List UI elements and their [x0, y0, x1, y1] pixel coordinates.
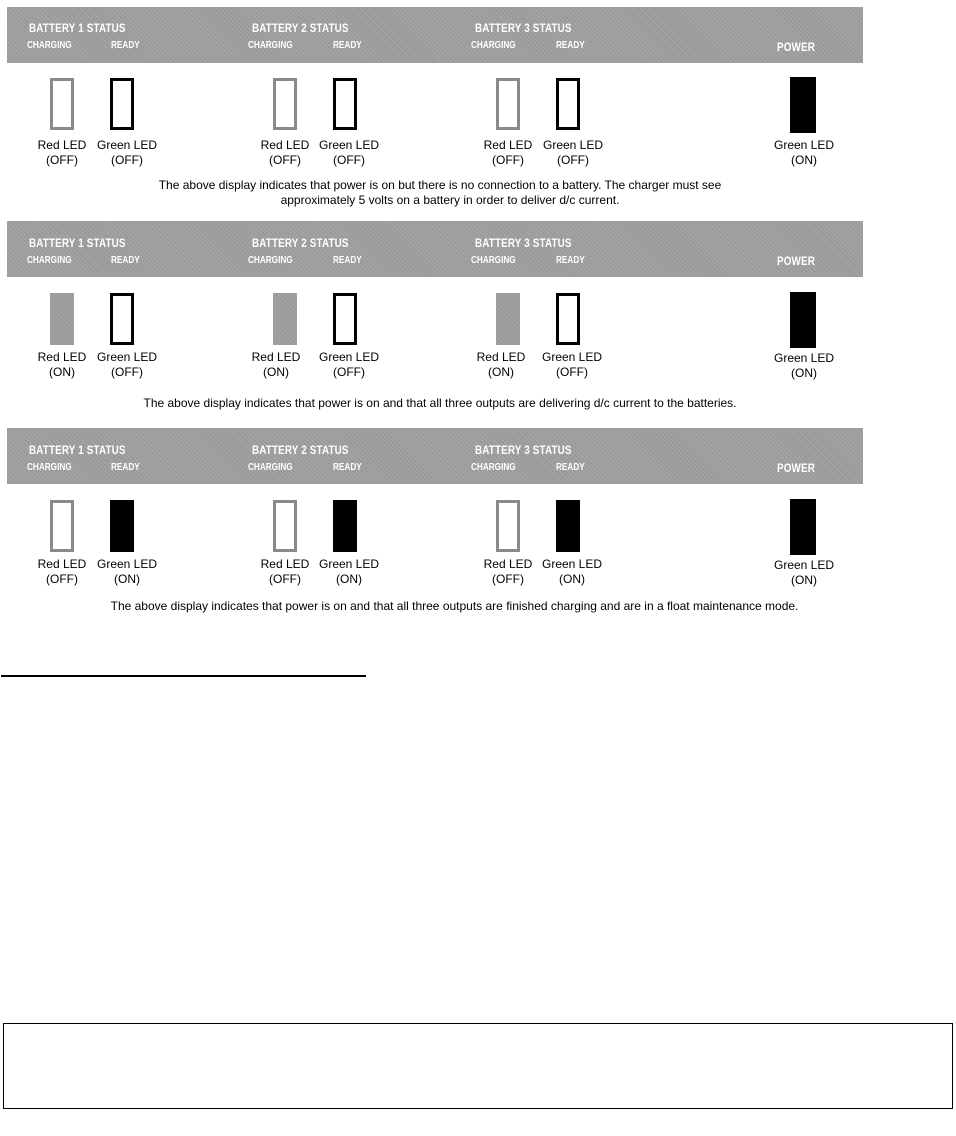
led-name: Red LED [37, 350, 87, 364]
battery-1-ready-label: READY [111, 255, 140, 266]
led-state: (ON) [336, 572, 362, 586]
led-state: (OFF) [111, 153, 143, 167]
battery-2-green-led [333, 500, 357, 552]
battery-2-green-led [333, 293, 357, 345]
battery-1-status-title: BATTERY 1 STATUS [29, 21, 126, 35]
power-led-caption [759, 138, 849, 168]
note-box [3, 1023, 953, 1109]
led-name: Green LED [96, 138, 158, 152]
battery-2-green-led-caption [304, 350, 394, 380]
battery-1-green-led [110, 293, 134, 345]
led-state: (OFF) [333, 365, 365, 379]
battery-3-charging-label: CHARGING [471, 40, 516, 51]
battery-1-green-led-caption [82, 138, 172, 168]
power-title: POWER [777, 461, 816, 475]
led-state: (OFF) [269, 153, 301, 167]
battery-2-charging-label: CHARGING [248, 462, 293, 473]
led-panel-1 [0, 7, 956, 207]
battery-3-red-led [496, 78, 520, 130]
battery-2-ready-label: READY [333, 255, 362, 266]
led-state: (ON) [559, 572, 585, 586]
battery-1-red-led [50, 78, 74, 130]
battery-1-green-led [110, 500, 134, 552]
led-state: (OFF) [557, 153, 589, 167]
battery-3-green-led-caption [528, 138, 618, 168]
battery-3-ready-label: READY [556, 40, 585, 51]
battery-2-red-led [273, 293, 297, 345]
led-state: (OFF) [46, 153, 78, 167]
battery-1-charging-label: CHARGING [27, 462, 72, 473]
led-name: Green LED [96, 557, 158, 571]
battery-2-red-led [273, 78, 297, 130]
led-state: (OFF) [556, 365, 588, 379]
led-panel-3 [0, 428, 956, 628]
led-state: (ON) [263, 365, 289, 379]
battery-2-ready-label: READY [333, 40, 362, 51]
battery-1-ready-label: READY [111, 40, 140, 51]
led-state: (ON) [791, 573, 817, 587]
battery-3-green-led-caption [527, 557, 617, 587]
description-line-1: The above display indicates that power is on and that all three outputs are finished charging and are in a float maintenance mode. [110, 599, 799, 613]
power-green-led [790, 77, 816, 133]
led-name: Red LED [260, 138, 310, 152]
battery-2-charging-label: CHARGING [248, 255, 293, 266]
section-divider-rule [1, 675, 366, 677]
battery-3-red-led [496, 500, 520, 552]
led-name: Green LED [96, 350, 158, 364]
led-name: Red LED [251, 350, 301, 364]
battery-2-status-title: BATTERY 2 STATUS [252, 236, 349, 250]
battery-2-charging-label: CHARGING [248, 40, 293, 51]
led-name: Red LED [37, 138, 87, 152]
battery-3-status-title: BATTERY 3 STATUS [475, 236, 572, 250]
power-green-led [790, 499, 816, 555]
led-name: Green LED [773, 351, 835, 365]
led-state: (ON) [114, 572, 140, 586]
description-line-1: The above display indicates that power is on but there is no connection to a battery. The charger must see [158, 178, 722, 192]
led-name: Red LED [476, 350, 526, 364]
battery-3-ready-label: READY [556, 255, 585, 266]
status-header-bar [7, 7, 863, 63]
led-name: Green LED [542, 138, 604, 152]
battery-3-status-title: BATTERY 3 STATUS [475, 443, 572, 457]
battery-1-status-title: BATTERY 1 STATUS [29, 443, 126, 457]
panel-1-description [0, 178, 900, 208]
battery-2-status-title: BATTERY 2 STATUS [252, 21, 349, 35]
led-state: (OFF) [111, 365, 143, 379]
led-name: Green LED [541, 350, 603, 364]
led-state: (ON) [791, 153, 817, 167]
led-name: Green LED [318, 138, 380, 152]
description-line-2: approximately 5 volts on a battery in order to deliver d/c current. [280, 193, 620, 207]
led-state: (OFF) [269, 572, 301, 586]
led-name: Green LED [773, 138, 835, 152]
led-state: (OFF) [492, 572, 524, 586]
led-state: (OFF) [492, 153, 524, 167]
battery-2-green-led-caption [304, 138, 394, 168]
led-name: Green LED [541, 557, 603, 571]
status-header-bar [7, 428, 863, 484]
battery-1-charging-label: CHARGING [27, 40, 72, 51]
power-led-caption [759, 558, 849, 588]
battery-3-charging-label: CHARGING [471, 255, 516, 266]
battery-1-charging-label: CHARGING [27, 255, 72, 266]
led-state: (OFF) [333, 153, 365, 167]
battery-1-red-led [50, 293, 74, 345]
battery-3-charging-label: CHARGING [471, 462, 516, 473]
battery-3-ready-label: READY [556, 462, 585, 473]
led-name: Red LED [483, 557, 533, 571]
battery-1-ready-label: READY [111, 462, 140, 473]
power-green-led [790, 292, 816, 348]
battery-2-ready-label: READY [333, 462, 362, 473]
power-title: POWER [777, 40, 816, 54]
battery-1-green-led [110, 78, 134, 130]
led-state: (ON) [49, 365, 75, 379]
power-title: POWER [777, 254, 816, 268]
led-state: (ON) [488, 365, 514, 379]
battery-3-green-led [556, 293, 580, 345]
led-state: (ON) [791, 366, 817, 380]
battery-3-green-led [556, 78, 580, 130]
status-header-bar [7, 221, 863, 277]
battery-3-green-led-caption [527, 350, 617, 380]
led-name: Green LED [318, 557, 380, 571]
battery-2-green-led-caption [304, 557, 394, 587]
battery-3-red-led [496, 293, 520, 345]
battery-3-status-title: BATTERY 3 STATUS [475, 21, 572, 35]
power-led-caption [759, 351, 849, 381]
description-line-1: The above display indicates that power is on and that all three outputs are delivering d/c current to the batteries. [143, 396, 737, 410]
panel-2-description [0, 396, 890, 411]
led-panel-2 [0, 221, 956, 421]
battery-2-red-led [273, 500, 297, 552]
led-name: Green LED [318, 350, 380, 364]
battery-3-green-led [556, 500, 580, 552]
panel-3-description [0, 599, 932, 614]
battery-1-status-title: BATTERY 1 STATUS [29, 236, 126, 250]
battery-1-green-led-caption [82, 557, 172, 587]
battery-2-status-title: BATTERY 2 STATUS [252, 443, 349, 457]
led-name: Red LED [37, 557, 87, 571]
battery-2-green-led [333, 78, 357, 130]
led-name: Green LED [773, 558, 835, 572]
battery-1-green-led-caption [82, 350, 172, 380]
led-name: Red LED [260, 557, 310, 571]
battery-1-red-led [50, 500, 74, 552]
led-state: (OFF) [46, 572, 78, 586]
led-name: Red LED [483, 138, 533, 152]
